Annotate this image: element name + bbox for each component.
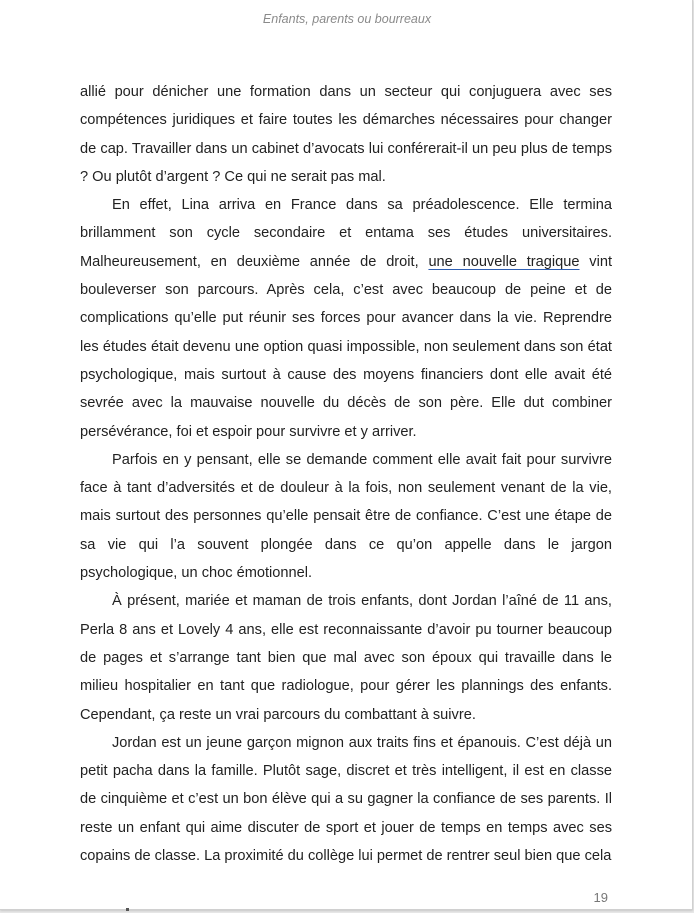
paragraph-2-start: En effet, Lina arriva en France dans sa préadolescence. Elle termina brillamment son cycle secondaire et entama ses études universitaires. Malheureusement, en deuxième année de droit, [80,197,612,270]
paragraph-5: Jordan est un jeune garçon mignon aux traits fins et épanouis. C’est déjà un petit pacha dans la famille. Plutôt sage, discret et très intelligent, il est en classe de cinquième et c’est un bon élève qui a su gagner la confiance de ses parents. Il reste un enfant qui aime discuter de sport et jouer de temps en temps avec ses copains de classe. La proximité du collège lui permet de rentrer seul bien que cela [80,734,612,865]
page-edge-mark [126,908,129,911]
underlined-phrase: une nouvelle tragique [428,253,580,270]
paragraph-1: allié pour dénicher une formation dans un secteur qui conjuguera avec ses compétences juridiques et faire toutes les démarches nécessaires pour changer de cap. Travailler dans un cabinet d’avocats lui conférerait-il un peu plus de temps ? Ou plutôt d’argent ? Ce qui ne serait pas mal. [80,84,612,185]
paragraph-2 [80,191,612,446]
paragraph-2-end: vint bouleverser son parcours. Après cela, c’est avec beaucoup de peine et de complications qu’elle put réunir ses forces pour avancer dans la vie. Reprendre les études était devenu une option quasi impossible, non seulement dans son état psychologique, mais surtout à cause des moyens financiers dont elle avait été sevrée avec la mauvaise nouvelle du décès de son père. Elle dut combiner persévérance, foi et espoir pour survivre et y arriver. [80,253,613,440]
document-body [80,78,612,870]
page-number: 19 [593,890,608,905]
paragraph-3: Parfois en y pensant, elle se demande comment elle avait fait pour survivre face à tant d’adversités et de douleur à la fois, non seulement venant de la vie, mais surtout des personnes qu’elle pensait être de confiance. C’est une étape de sa vie qui l’a souvent plongée dans ce qu’on appelle dans le jargon psychologique, un choc émotionnel. [80,451,612,582]
paragraph-4: À présent, mariée et maman de trois enfants, dont Jordan l’aîné de 11 ans, Perla 8 ans et Lovely 4 ans, elle est reconnaissante d’avoir pu tourner beaucoup de pages et s’arrange tant bien que mal avec son époux qui travaille dans le milieu hospitalier en tant que radiologue, pour gérer les plannings des enfants. Cependant, ça reste un vrai parcours du combattant à suivre. [80,593,612,723]
running-header: Enfants, parents ou bourreaux [262,12,432,26]
